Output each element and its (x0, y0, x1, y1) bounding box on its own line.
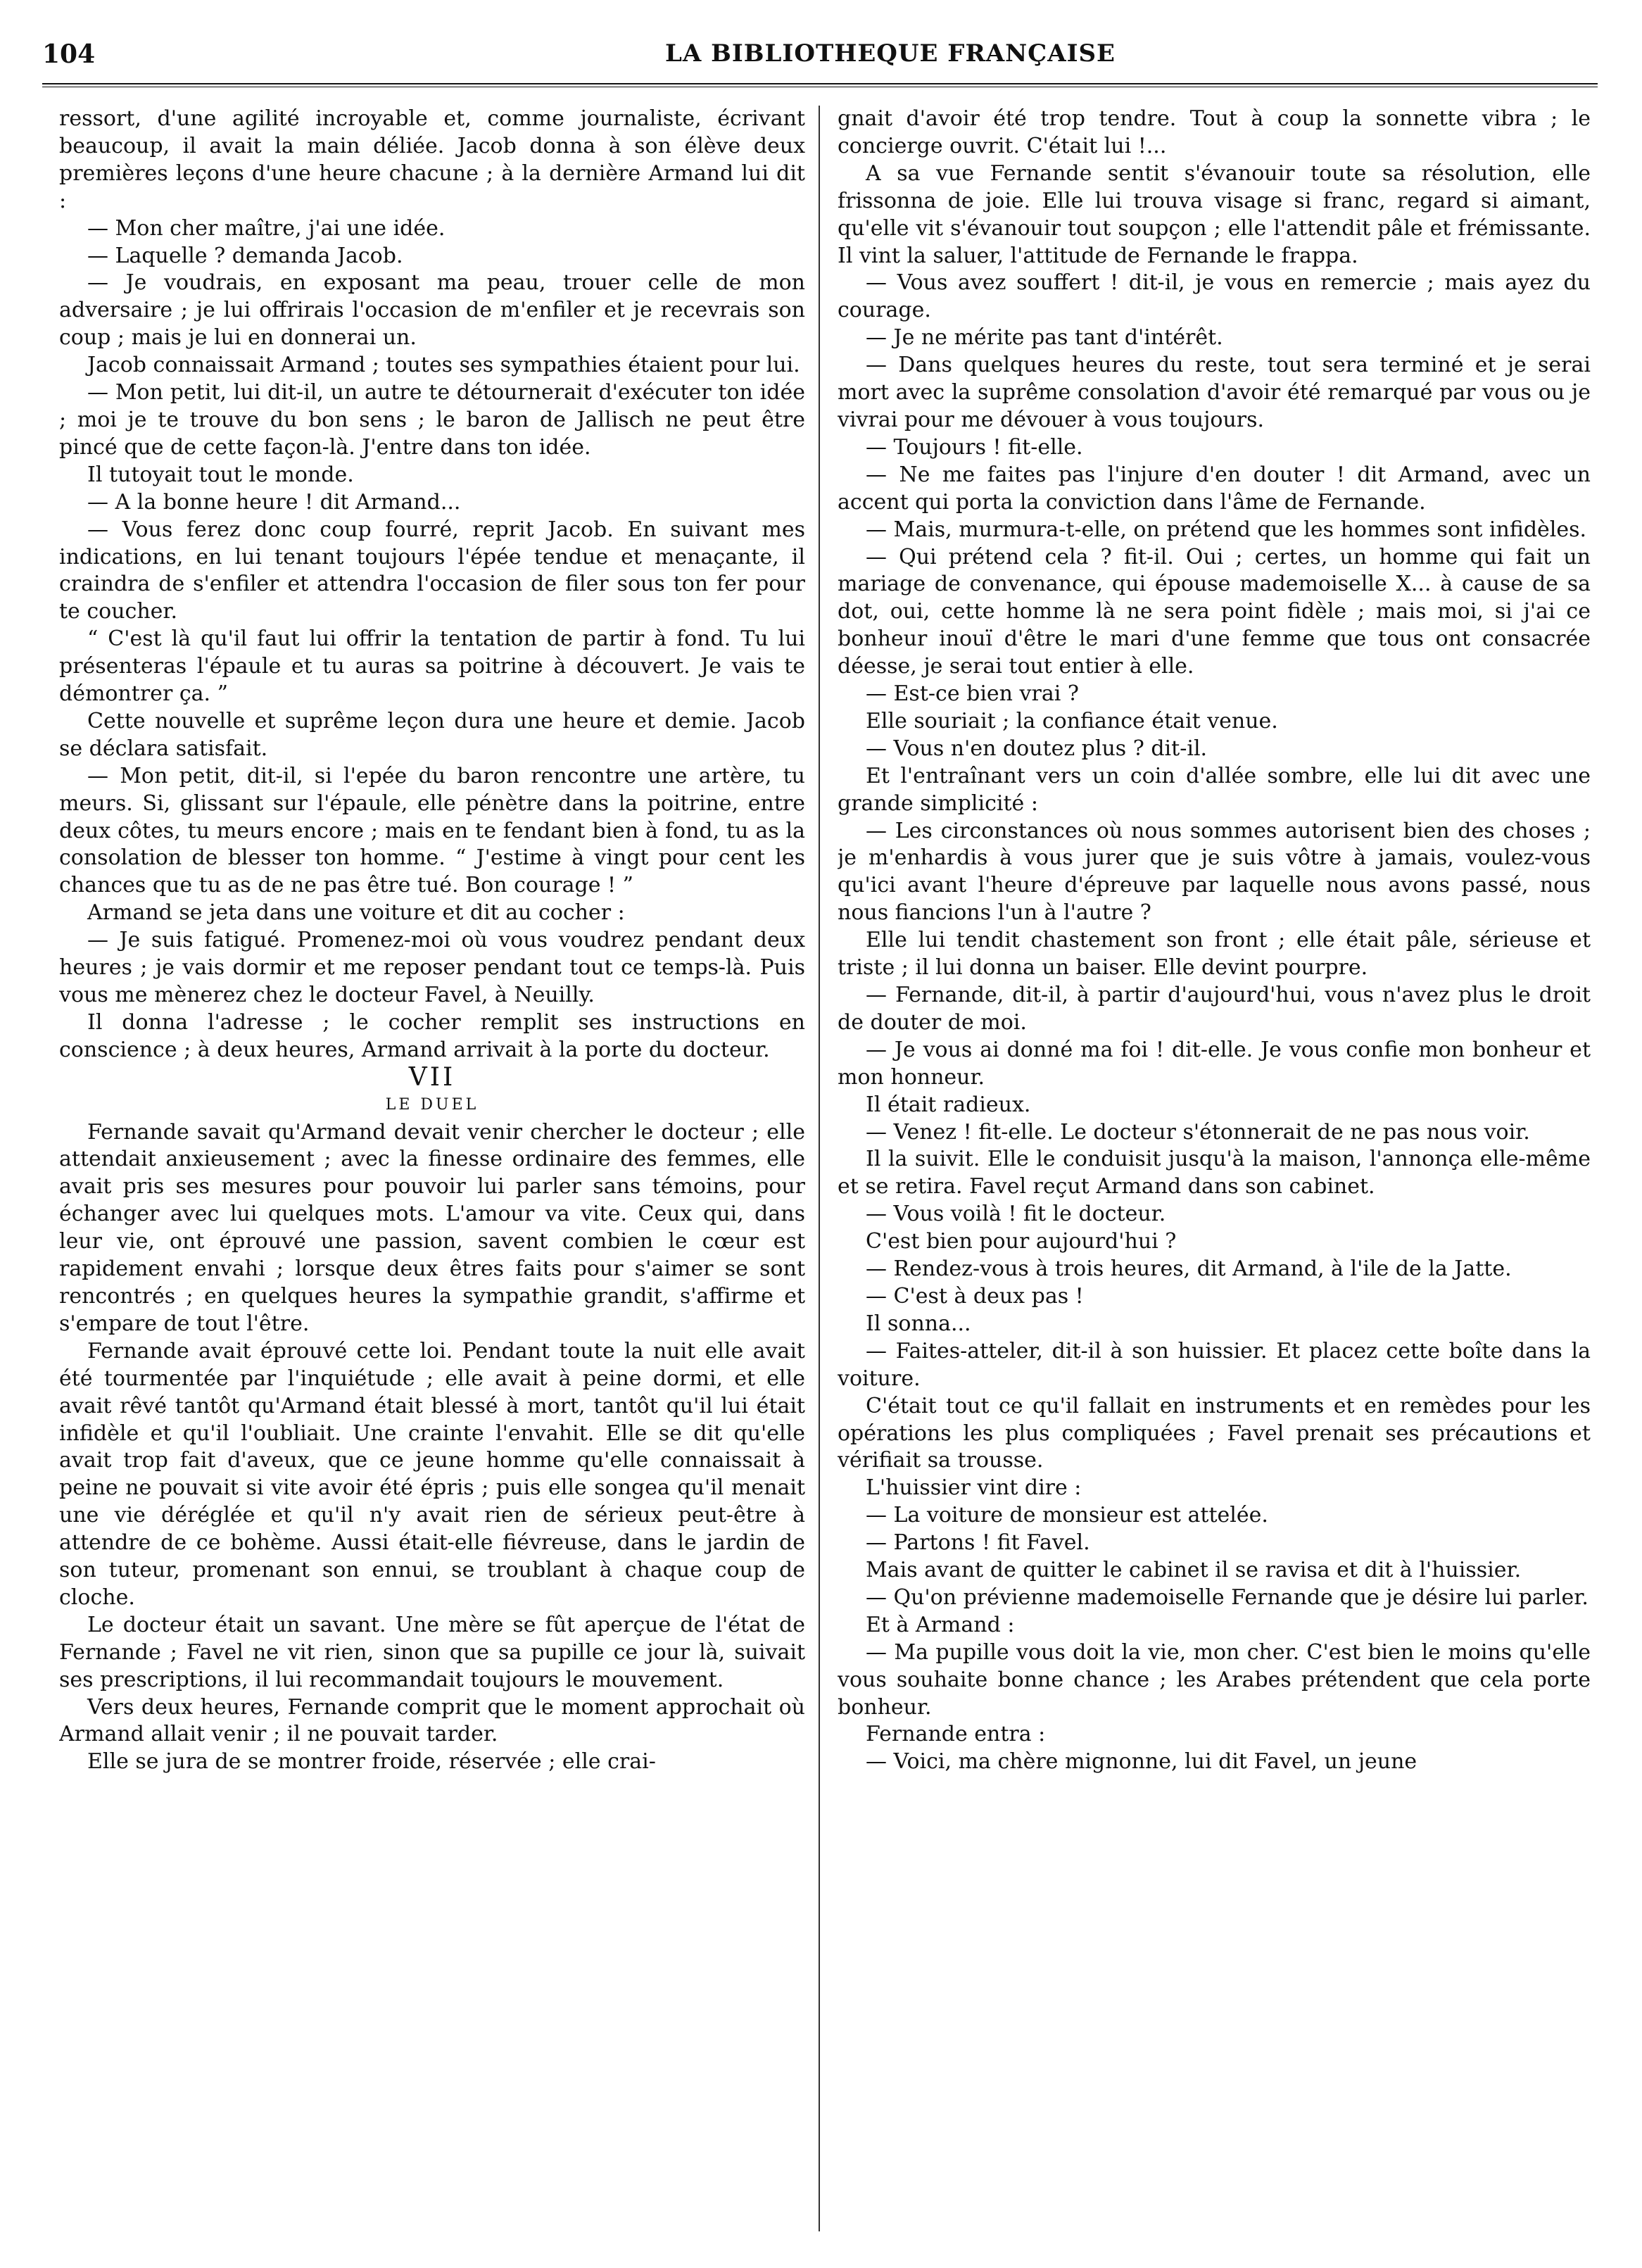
paragraph: — Je vous ai donné ma foi ! dit-elle. Je vous confie mon bonheur et mon honneur. (838, 1037, 1591, 1090)
paragraph: — Mon petit, lui dit-il, un autre te détournerait d'exécuter ton idée ; moi je te trouve du bon sens ; le baron de Jallisch ne peut être pincé que de cette façon-là. J'entre dans ton idée. (59, 380, 805, 460)
paragraph: — Les circonstances où nous sommes autorisent bien des choses ; je m'enhardis à vous jurer que je suis vôtre à jamais, voulez-vous qu'ici avant l'heure d'épreuve par laquelle nous avons passé, nous nous fiancions l'un à l'autre ? (838, 818, 1591, 926)
paragraph: Elle se jura de se montrer froide, réservée ; elle crai- (87, 1749, 656, 1775)
paragraph: — Voici, ma chère mignonne, lui dit Favel, un jeune (866, 1749, 1417, 1775)
paragraph: C'était tout ce qu'il fallait en instruments et en remèdes pour les opérations les plus compliquées ; Favel prenait ses précautions et vérifiait sa trousse. (838, 1393, 1591, 1473)
paragraph: gnait d'avoir été trop tendre. Tout à coup la sonnette vibra ; le concierge ouvrit. C'était lui !... (838, 106, 1591, 158)
paragraph: — Laquelle ? demanda Jacob. (87, 243, 403, 268)
paragraph: — Fernande, dit-il, à partir d'aujourd'hui, vous n'avez plus le droit de douter de moi. (838, 983, 1591, 1035)
left-column (59, 106, 805, 2231)
paragraph: Et à Armand : (866, 1612, 1015, 1637)
paragraph: — Mon petit, dit-il, si l'epée du baron rencontre une artère, tu meurs. Si, glissant sur l'épaule, elle pénètre dans la poitrine, entre deux côtes, tu meurs encore ; mais en te fendant bien à fond, tu as la consolation de blesser ton homme. “ J'estime à vingt pour cent les chances que tu as de ne pas être tué. Bon courage ! ” (59, 763, 805, 898)
paragraph: Mais avant de quitter le cabinet il se ravisa et dit à l'huissier. (866, 1558, 1522, 1583)
paragraph: — Est-ce bien vrai ? (866, 681, 1079, 707)
paragraph: Elle lui tendit chastement son front ; elle était pâle, sérieuse et triste ; il lui donna un baiser. Elle devint pourpre. (838, 928, 1591, 981)
paragraph: — Mais, murmura-t-elle, on prétend que les hommes sont infidèles. (866, 517, 1587, 542)
paragraph: “ C'est là qu'il faut lui offrir la tentation de partir à fond. Tu lui présenteras l'épaule et tu auras sa poitrine à découvert. Je vais te démontrer ça. ” (59, 626, 805, 707)
left-body-text (59, 106, 805, 1064)
paragraph: Armand se jeta dans une voiture et dit au cocher : (87, 900, 625, 926)
paragraph: — Qui prétend cela ? fit-il. Oui ; certes, un homme qui fait un mariage de convenance, qui épouse mademoiselle X... à cause de sa dot, oui, cette homme là ne sera point fidèle ; mais moi, si j'ai ce bonheur inouï d'être le mari d'une femme que tous ont consacrée déesse, je serai tout entier à elle. (838, 544, 1591, 679)
paragraph: — La voiture de monsieur est attelée. (866, 1503, 1268, 1528)
paragraph: Il était radieux. (866, 1092, 1031, 1117)
paragraph: — Ne me faites pas l'injure d'en douter ! dit Armand, avec un accent qui porta la conviction dans l'âme de Fernande. (838, 462, 1591, 515)
paragraph: L'huissier vint dire : (866, 1475, 1082, 1501)
paragraph: — Vous voilà ! fit le docteur. (866, 1202, 1166, 1227)
paragraph: — Partons ! fit Favel. (866, 1530, 1090, 1556)
paragraph: — Vous ferez donc coup fourré, reprit Jacob. En suivant mes indications, en lui tenant toujours l'épée tendue et menaçante, il craindra de s'enfiler et attendra l'occasion de filer sous ton fer pour te coucher. (59, 517, 805, 624)
paragraph: Fernande savait qu'Armand devait venir chercher le docteur ; elle attendait anxieusement ; avec la finesse ordinaire des femmes, elle avait pris ses mesures pour pouvoir lui parler sans témoins, pour échanger avec lui quelques mots. L'amour va vite. Ceux qui, dans leur vie, ont éprouvé une passion, savent combien le cœur est rapidement envahi ; lorsque deux êtres faits pour s'aimer se sont rencontrés ; en quelques heures la sympathie grandit, s'affirme et s'empare de tout l'être. (59, 1119, 805, 1336)
paragraph: — Venez ! fit-elle. Le docteur s'étonnerait de ne pas nous voir. (866, 1119, 1530, 1145)
paragraph: — Vous avez souffert ! dit-il, je vous en remercie ; mais ayez du courage. (838, 270, 1591, 323)
paragraph: — Je voudrais, en exposant ma peau, trouer celle de mon adversaire ; je lui offrirais l'occasion de m'enfiler et je recevrais son coup ; mais je lui en donnerai un. (59, 270, 805, 351)
right-column (838, 106, 1591, 2231)
page-header (42, 34, 1598, 76)
paragraph: Il tutoyait tout le monde. (87, 462, 354, 487)
chapter-body-text (59, 1119, 805, 1777)
chapter-number: VII (408, 1062, 456, 1092)
paragraph: Fernande entra : (866, 1722, 1046, 1747)
paragraph: Fernande avait éprouvé cette loi. Pendant toute la nuit elle avait été tourmentée par l'inquiétude ; elle avait à peine dormi, et elle avait rêvé tantôt qu'Armand était blessé à mort, tantôt qu'il lui était infidèle et qu'il l'oubliait. Une crainte l'envahit. Elle se dit qu'elle avait trop fait d'aveux, que ce jeune homme qu'elle connaissait à peine ne pouvait si vite avoir été épris ; puis elle songea qu'il menait une vie déréglée et qu'il n'y avait rien de sérieux peut-être à attendre de ce bohème. Aussi était-elle fiévreuse, dans le jardin de son tuteur, promenant son ennui, se troublant à chaque coup de cloche. (59, 1338, 805, 1610)
paragraph: — Mon cher maître, j'ai une idée. (87, 215, 446, 241)
paragraph: — Rendez-vous à trois heures, dit Armand, à l'ile de la Jatte. (866, 1256, 1512, 1282)
paragraph: Le docteur était un savant. Une mère se fût aperçue de l'état de Fernande ; Favel ne vit rien, sinon que sa pupille ce jour là, suivait ses prescriptions, il lui recommandait toujours le mouvement. (59, 1612, 805, 1692)
paragraph: Et l'entraînant vers un coin d'allée sombre, elle lui dit avec une grande simplicité : (838, 763, 1591, 816)
paragraph: — C'est à deux pas ! (866, 1283, 1084, 1309)
paragraph: — Ma pupille vous doit la vie, mon cher. C'est bien le moins qu'elle vous souhaite bonne chance ; les Arabes prétendent que cela porte bonheur. (838, 1639, 1591, 1720)
paragraph: — Je suis fatigué. Promenez-moi où vous voudrez pendant deux heures ; je vais dormir et me reposer pendant tout ce temps-là. Puis vous me mènerez chez le docteur Favel, à Neuilly. (59, 928, 805, 1007)
paragraph: Vers deux heures, Fernande comprit que le moment approchait où Armand allait venir ; il ne pouvait tarder. (59, 1694, 805, 1747)
paragraph: — Vous n'en doutez plus ? dit-il. (866, 736, 1208, 761)
paragraph: C'est bien pour aujourd'hui ? (866, 1229, 1177, 1254)
right-body-text (838, 106, 1591, 1776)
paragraph: Il donna l'adresse ; le cocher remplit ses instructions en conscience ; à deux heures, Armand arrivait à la porte du docteur. (59, 1009, 805, 1062)
paragraph: Il sonna... (866, 1311, 971, 1336)
paragraph: Cette nouvelle et suprême leçon dura une heure et demie. Jacob se déclara satisfait. (59, 708, 805, 761)
header-rule (42, 83, 1598, 87)
paragraph: Jacob connaissait Armand ; toutes ses sympathies étaient pour lui. (87, 353, 800, 378)
paragraph: Il la suivit. Elle le conduisit jusqu'à la maison, l'annonça elle-même et se retira. Favel reçut Armand dans son cabinet. (838, 1147, 1591, 1199)
paragraph: — Toujours ! fit-elle. (866, 434, 1083, 460)
paragraph: Elle souriait ; la confiance était venue. (866, 708, 1278, 733)
paragraph: — Je ne mérite pas tant d'intérêt. (866, 325, 1223, 351)
column-divider (819, 106, 820, 2231)
page-number: 104 (42, 39, 96, 69)
paragraph: ressort, d'une agilité incroyable et, comme journaliste, écrivant beaucoup, il avait la main déliée. Jacob donna à son élève deux premières leçons d'une heure chacune ; à la dernière Armand lui dit : (59, 106, 805, 213)
paragraph: — Faites-atteler, dit-il à son huissier. Et placez cette boîte dans la voiture. (838, 1338, 1591, 1391)
paragraph: — A la bonne heure ! dit Armand... (87, 489, 461, 515)
paragraph: — Qu'on prévienne mademoiselle Fernande que je désire lui parler. (866, 1585, 1589, 1610)
paragraph: — Dans quelques heures du reste, tout sera terminé et je serai mort avec la suprême consolation d'avoir été remarqué par vous ou je vivrai pour me dévouer à vous toujours. (838, 353, 1591, 432)
running-title: LA BIBLIOTHEQUE FRANÇAISE (665, 39, 1116, 68)
paragraph: A sa vue Fernande sentit s'évanouir toute sa résolution, elle frissonna de joie. Elle lui trouva visage si franc, regard si aimant, qu'elle vit s'évanouir tout soupçon ; elle l'attendit pâle et frémissante. Il vint la saluer, l'attitude de Fernande le frappa. (838, 160, 1591, 268)
chapter-title: LE DUEL (385, 1095, 479, 1114)
